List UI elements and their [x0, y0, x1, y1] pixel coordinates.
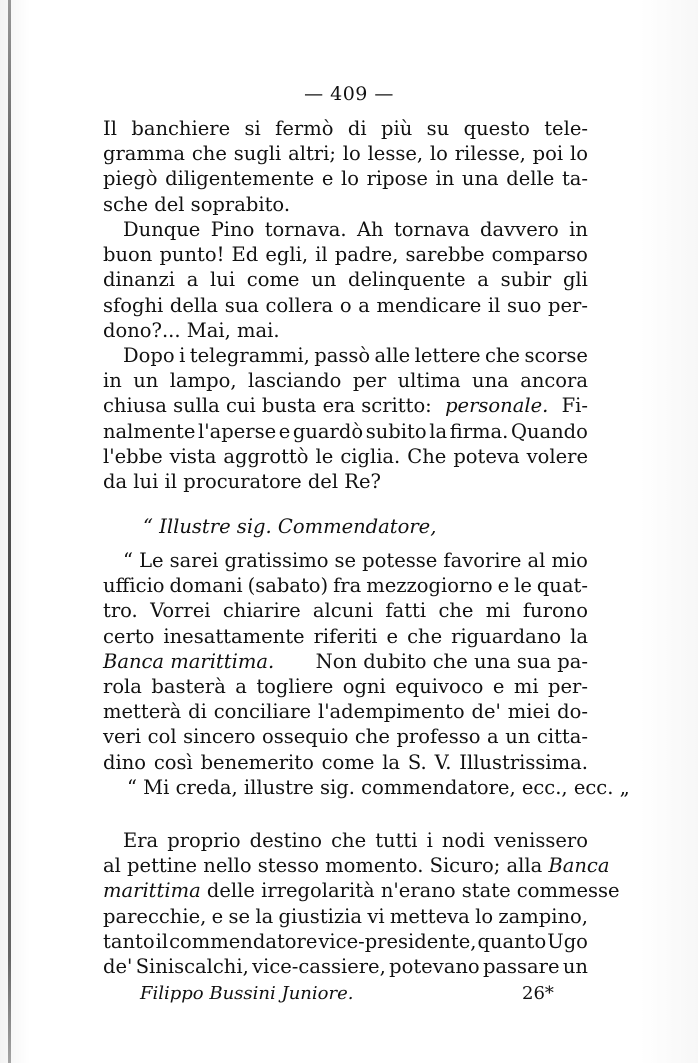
paragraph-2 [103, 217, 588, 343]
word: tornava [393, 218, 470, 241]
word: lo [429, 142, 448, 166]
text-line [103, 293, 588, 318]
word: una [461, 167, 499, 191]
word: sugli [233, 142, 282, 166]
word: tanto [103, 929, 155, 953]
word: nodi [441, 829, 485, 852]
word: gratissimo [224, 549, 329, 572]
word: chiarire [222, 599, 301, 623]
word: una [472, 369, 509, 393]
word: si [244, 117, 261, 140]
text-line [103, 267, 588, 292]
word: banchiere [131, 117, 231, 140]
word: Il [103, 117, 117, 140]
word: alcuni [312, 599, 374, 623]
text-line [103, 904, 588, 929]
word: Ed [231, 243, 259, 267]
word: lasciando [247, 369, 342, 393]
word: destino [249, 829, 323, 852]
word: venissero [493, 829, 588, 852]
word: togliere [256, 674, 334, 698]
word: delinquente [348, 268, 466, 292]
word: così [153, 750, 193, 774]
text-line [103, 444, 588, 469]
letter-body [103, 548, 630, 800]
word: tornava. [264, 218, 347, 241]
text-line [103, 828, 588, 853]
word: un [133, 369, 159, 393]
word: il [315, 243, 328, 267]
word: comparso [491, 243, 588, 267]
word: sfoghi [103, 293, 164, 317]
word: ultima [397, 369, 461, 393]
text-segment: Non dubito che una sua pa- [309, 649, 588, 673]
word: passare [482, 954, 560, 978]
word: il [155, 929, 169, 953]
word: la [429, 419, 448, 443]
word: furono [522, 599, 588, 623]
text-line [103, 217, 588, 242]
word: e [211, 904, 224, 928]
word: basterà [151, 674, 226, 698]
word: per- [548, 293, 588, 317]
word: dino [103, 750, 147, 774]
word: mi [485, 599, 511, 623]
word: firma. [449, 419, 509, 443]
word: mendicare [376, 293, 482, 317]
word: riguardano [451, 624, 562, 648]
text-line [103, 853, 610, 878]
text-line [103, 674, 588, 699]
text-line [103, 393, 588, 418]
word: de' [471, 700, 501, 724]
italic-word-personale: personale. [445, 394, 549, 418]
word: la [255, 904, 274, 928]
word: alle [374, 344, 411, 367]
word: Che [407, 444, 447, 468]
word: ossequio [262, 725, 349, 749]
text-line [103, 368, 588, 393]
word: gli [562, 268, 588, 292]
word: di [188, 700, 207, 724]
word: benemerito [200, 750, 314, 774]
text-line [103, 573, 588, 598]
word: buon [103, 243, 153, 267]
word: che [407, 624, 443, 648]
word: per- [548, 674, 588, 698]
word: sarei [169, 549, 219, 572]
word: un [505, 725, 531, 749]
word: sarebbe [405, 243, 485, 267]
word: (sabato) [247, 574, 329, 598]
word: la [382, 750, 401, 774]
word: che [438, 599, 474, 623]
word: Pino [210, 218, 255, 241]
word: lo [569, 142, 588, 166]
word: volere [526, 444, 588, 468]
word: questo [463, 117, 530, 140]
text-segment: delle irregolarità n'erano state commesse [200, 879, 620, 903]
word: V. [434, 750, 452, 774]
word: come [321, 750, 375, 774]
text-line: “ Mi creda, illustre sig. commendatore, ecc., ecc. „ [127, 775, 630, 799]
word: nalmente [103, 419, 196, 443]
word: vista [169, 444, 217, 468]
word: ancora [520, 369, 588, 393]
word: rola [103, 674, 142, 698]
word: e [386, 624, 399, 648]
word: inesattamente [163, 624, 305, 648]
word: lo [342, 142, 361, 166]
text-line [103, 929, 588, 954]
word: di [347, 117, 367, 140]
text-line [103, 166, 588, 191]
word: l'ebbe [103, 444, 163, 468]
word: che [354, 725, 390, 749]
word: parecchie, [103, 904, 207, 928]
word: fermò [275, 117, 334, 140]
text-line [103, 724, 588, 749]
text-line [103, 141, 588, 166]
word: se [334, 549, 357, 572]
text-line [103, 624, 588, 649]
word: le [514, 574, 532, 598]
word: a [235, 674, 247, 698]
word: mi [513, 674, 539, 698]
word: o [339, 293, 352, 317]
word: vi [367, 904, 385, 928]
text-line [103, 954, 588, 979]
italic-phrase-banca-marittima: Banca marittima. [103, 649, 275, 673]
word: S. [407, 750, 427, 774]
word: zampino, [498, 904, 588, 928]
word: riferiti [313, 624, 378, 648]
word: do- [557, 700, 588, 724]
word: piegò [103, 167, 158, 191]
word: Le [139, 549, 164, 572]
word: Dunque [123, 218, 201, 241]
text-line [103, 116, 588, 141]
text-line [103, 649, 588, 674]
word: Ugo [547, 929, 588, 953]
word: “ [123, 549, 133, 572]
text-segment: al pettine nello stesso momento. Sicuro; alla [103, 854, 549, 878]
word: Ah [356, 218, 384, 241]
page-spine-shadow [8, 0, 11, 1063]
word: ogni [342, 674, 386, 698]
word: potevano [389, 954, 480, 978]
text-line [103, 548, 588, 573]
word: su [426, 117, 450, 140]
text-line [103, 419, 588, 444]
word: aggrottò [223, 444, 309, 468]
word: proprio [167, 829, 241, 852]
footer-signature: Filippo Bussini Juniore. [140, 983, 354, 1004]
word: mio [551, 549, 588, 572]
word: de' [103, 954, 133, 978]
word: i [179, 344, 186, 367]
text-line [103, 750, 588, 775]
word: come [246, 268, 300, 292]
word: lettere [414, 344, 481, 367]
word: l'adempimento [317, 700, 465, 724]
word: favorire [443, 549, 522, 572]
word: suo [507, 293, 542, 317]
word: gramma [103, 142, 186, 166]
text-line [103, 878, 620, 903]
word: rilesse, [454, 142, 526, 166]
word: il [487, 293, 501, 317]
word: tele- [544, 117, 588, 140]
word: fra [333, 574, 362, 598]
word: guardò [292, 419, 364, 443]
word: Illustrissima. [459, 750, 588, 774]
word: della [169, 293, 219, 317]
word: lesse, [367, 142, 424, 166]
word: veri [103, 725, 142, 749]
word: padre, [334, 243, 399, 267]
word: altri; [288, 142, 336, 166]
word: che [331, 829, 367, 852]
word: egli, [265, 243, 309, 267]
word: Siniscalchi, [135, 954, 249, 978]
word: se [228, 904, 251, 928]
paragraph-1 [103, 116, 588, 217]
word: ta- [561, 167, 588, 191]
word: l'aperse [198, 419, 277, 443]
word: passò [314, 344, 371, 367]
word: poteva [453, 444, 520, 468]
word: e [278, 419, 291, 443]
word: diligentemente [165, 167, 315, 191]
word: che [484, 344, 520, 367]
text-line [103, 343, 588, 368]
word: lui [210, 268, 236, 292]
word: Dopo [123, 344, 175, 367]
word: certo [103, 624, 155, 648]
text-line [103, 242, 588, 267]
word: tutti [375, 829, 418, 852]
text-line: sche del soprabito. [103, 192, 291, 216]
word: col [147, 725, 177, 749]
word: ufficio [103, 574, 165, 598]
word: a [358, 293, 370, 317]
word: potesse [362, 549, 438, 572]
word: le [315, 444, 334, 468]
word: lo [340, 167, 359, 191]
word: a [477, 268, 489, 292]
word: Quando [510, 419, 588, 443]
word: quat- [536, 574, 588, 598]
page-number: — 409 — [304, 83, 394, 105]
word: la [570, 624, 588, 648]
text-line: dono?... Mai, mai. [103, 318, 280, 342]
word: un [562, 954, 588, 978]
word: e [321, 167, 334, 191]
word: mezzogiorno [366, 574, 493, 598]
word: dinanzi [103, 268, 175, 292]
italic-word-marittima: marittima [103, 879, 201, 903]
word: più [381, 117, 413, 140]
word: citta- [536, 725, 588, 749]
word: in [435, 167, 455, 191]
word: punto! [159, 243, 225, 267]
word: Era [123, 829, 159, 852]
word: in [103, 369, 122, 393]
word: sincero [183, 725, 256, 749]
text-line [103, 699, 588, 724]
word: metteva [389, 904, 470, 928]
text-segment: chiusa sulla cui busta era scritto: [103, 394, 438, 418]
word: e [497, 574, 510, 598]
word: poi [532, 142, 564, 166]
word: miei [507, 700, 551, 724]
paragraph-3 [103, 343, 588, 494]
word: collera [265, 293, 334, 317]
paragraph-4 [103, 828, 620, 979]
word: conciliare [213, 700, 312, 724]
word: davvero [480, 218, 559, 241]
word: professo [396, 725, 481, 749]
text-line: da lui il procuratore del Re? [103, 469, 381, 493]
word: a [487, 725, 499, 749]
word: ripose [366, 167, 428, 191]
word: in [569, 218, 588, 241]
word: delle [506, 167, 555, 191]
word: a [186, 268, 199, 292]
word: lo [475, 904, 494, 928]
footer-sheet-number: 26* [522, 983, 554, 1004]
word: sua [224, 293, 259, 317]
word: tro. [103, 599, 138, 623]
word: vice-presidente, [318, 929, 477, 953]
word: quanto [477, 929, 547, 953]
word: equivoco [395, 674, 484, 698]
italic-word-banca: Banca [548, 854, 610, 878]
word: vice-cassiere, [252, 954, 386, 978]
word: un [311, 268, 337, 292]
text-line [103, 598, 588, 623]
word: giustizia [278, 904, 363, 928]
word: al [527, 549, 546, 572]
word: lampo, [169, 369, 237, 393]
word: subito [365, 419, 427, 443]
word: Vorrei [150, 599, 211, 623]
word: telegrammi, [189, 344, 310, 367]
word: scorse [524, 344, 588, 367]
word: subir [500, 268, 552, 292]
text-segment: Fi- [555, 394, 588, 418]
word: domani [169, 574, 243, 598]
word: e [492, 674, 505, 698]
letter-salutation: “ Illustre sig. Commendatore, [143, 515, 437, 538]
word: commendatore [169, 929, 318, 953]
word: per [352, 369, 387, 393]
word: fatti [385, 599, 427, 623]
word: ciglia. [340, 444, 401, 468]
word: che [191, 142, 227, 166]
word: metterà [103, 700, 182, 724]
word: i [426, 829, 433, 852]
